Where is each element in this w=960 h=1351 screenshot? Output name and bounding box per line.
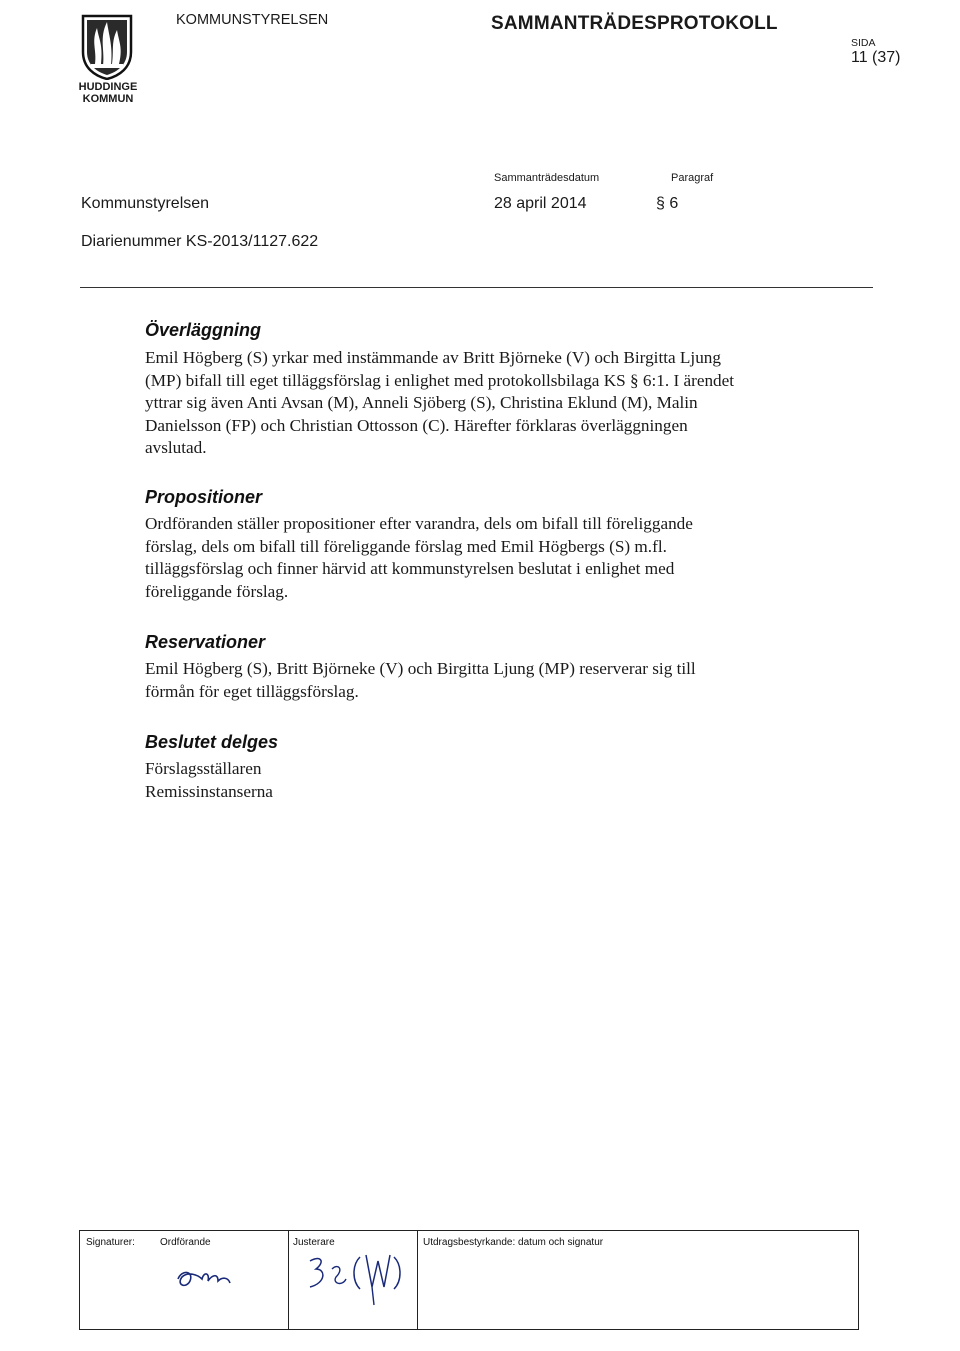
page-label: SIDA [851,37,876,49]
huddinge-coat-of-arms-icon [81,14,133,80]
section-heading-propositioner: Propositioner [145,487,263,507]
text-line: Remissinstanserna [145,781,273,801]
section-heading-beslutet-delges: Beslutet delges [145,732,279,752]
text-line: Danielsson (FP) och Christian Ottosson (C). Härefter förklaras överläggningen [145,415,688,435]
signature-box [79,1230,859,1330]
page-number: 11 (37) [851,49,901,66]
paragraph-label: Paragraf [671,172,714,184]
paragraph-number: § 6 [656,195,679,212]
text-line: Ordföranden ställer propositioner efter varandra, dels om bifall till föreliggande [145,514,693,533]
text-line: Emil Högberg (S), Britt Björneke (V) och Birgitta Ljung (MP) reserverar sig till [145,659,696,678]
text-line: förmån för eget tilläggsförslag. [145,681,359,701]
diary-number: Diarienummer KS-2013/1127.622 [81,233,319,250]
header-divider [80,287,873,288]
logo-text-line-1: HUDDINGE [78,81,138,93]
text-line: Förslagsställaren [145,759,262,778]
logo-text-line-2: KOMMUN [82,93,134,105]
date-label: Sammanträdesdatum [494,172,600,184]
adjuster-label: Justerare [293,1237,335,1248]
text-line: yttrar sig även Anti Avsan (M), Anneli Sjöberg (S), Christina Eklund (M), Malin [145,393,698,412]
section-heading-reservationer: Reservationer [145,632,266,652]
chair-label: Ordförande [160,1237,211,1248]
text-line: föreliggande förslag. [145,581,289,601]
section-heading-overlaggning: Överläggning [145,320,262,340]
signature-divider [288,1231,289,1329]
logo-text [72,81,144,105]
meeting-date: 28 april 2014 [494,195,587,212]
adjuster-signature-icon [302,1247,412,1309]
text-line: (MP) bifall till eget tilläggsförslag i enlighet med protokollsbilaga KS § 6:1. I ärendet [145,370,735,390]
signature-divider [417,1231,418,1329]
section-body-reservationer [145,658,785,703]
text-line: förslag, dels om bifall till föreliggande förslag med Emil Högbergs (S) m.fl. [145,536,667,556]
org-name: KOMMUNSTYRELSEN [176,12,329,28]
extract-label: Utdragsbestyrkande: datum och signatur [423,1237,604,1248]
section-body-propositioner [145,513,785,603]
signatures-label: Signaturer: [86,1237,135,1248]
text-line: tilläggsförslag och finner härvid att kommunstyrelsen beslutat i enlighet med [145,559,675,578]
text-line: avslutad. [145,438,207,457]
meeting-body: Kommunstyrelsen [81,195,210,212]
document-type: SAMMANTRÄDESPROTOKOLL [491,13,778,34]
section-body-beslutet-delges [145,758,785,803]
section-body-overlaggning [145,347,785,460]
chair-signature-icon [172,1259,242,1293]
text-line: Emil Högberg (S) yrkar med instämmande av Britt Björneke (V) och Birgitta Ljung [145,348,721,367]
